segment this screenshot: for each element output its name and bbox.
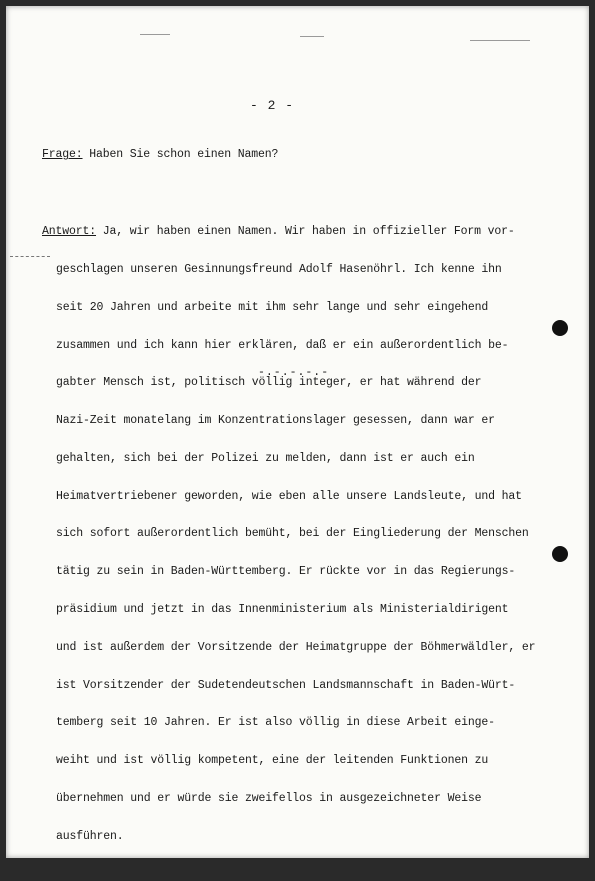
answer-line: Heimatvertriebener geworden, wie eben alle unsere Landsleute, und hat xyxy=(56,489,522,503)
answer-line: temberg seit 10 Jahren. Er ist also völlig in diese Arbeit einge- xyxy=(56,716,495,730)
answer-line: zusammen und ich kann hier erklären, daß er ein außerordentlich be- xyxy=(56,338,509,352)
question-text: Haben Sie schon einen Namen? xyxy=(82,148,279,162)
answer-line: seit 20 Jahren und arbeite mit ihm sehr lange und sehr eingehend xyxy=(56,300,489,314)
answer-line: gabter Mensch ist, politisch völlig integer, er hat während der xyxy=(56,376,482,390)
answer-line: präsidium und jetzt in das Innenministerium als Ministerialdirigent xyxy=(56,602,509,616)
answer-line: tätig zu sein in Baden-Württemberg. Er rückte vor in das Regierungs- xyxy=(56,565,516,579)
answer-line: ausführen. xyxy=(56,829,124,843)
punch-hole xyxy=(552,320,568,336)
answer-line: übernehmen und er würde sie zweifellos in ausgezeichneter Weise xyxy=(56,791,482,805)
answer-line: geschlagen unseren Gesinnungsfreund Adolf Hasenöhrl. Ich kenne ihn xyxy=(56,262,502,276)
answer-line: und ist außerdem der Vorsitzende der Heimatgruppe der Böhmerwäldler, er xyxy=(56,640,536,654)
answer-line: ist Vorsitzender der Sudetendeutschen Landsmannschaft in Baden-Würt- xyxy=(56,678,516,692)
question-label: Frage: xyxy=(42,148,83,162)
answer-label: Antwort: xyxy=(42,225,97,239)
question-paragraph xyxy=(42,149,535,162)
punch-hole xyxy=(552,546,568,562)
answer-line-text: Ja, wir haben einen Namen. Wir haben in offizieller Form vor- xyxy=(96,225,515,239)
answer-line: gehalten, sich bei der Polizei zu melden, dann ist er auch ein xyxy=(56,451,475,465)
interview-text xyxy=(42,124,535,881)
answer-line: Nazi-Zeit monatelang im Konzentrationslager gesessen, dann war er xyxy=(56,414,495,428)
page-number: - 2 - xyxy=(250,98,295,113)
scan-speck xyxy=(300,36,324,37)
answer-line: sich sofort außerordentlich bemüht, bei der Eingliederung der Menschen xyxy=(56,527,529,541)
answer-line xyxy=(42,226,535,239)
end-separator: -.-.-.-.- xyxy=(258,366,330,379)
answer-line: weiht und ist völlig kompetent, eine der leitenden Funktionen zu xyxy=(56,754,489,768)
scan-speck xyxy=(470,40,530,41)
answer-paragraph xyxy=(42,201,535,868)
scan-speck xyxy=(140,34,170,35)
